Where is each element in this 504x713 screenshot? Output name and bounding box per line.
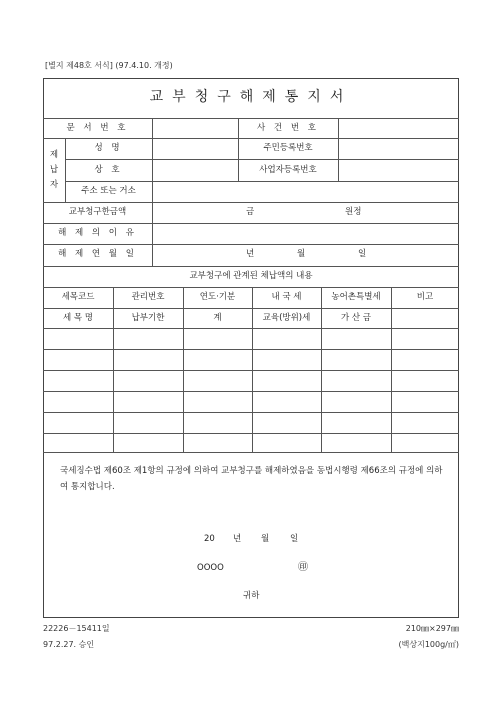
divider	[43, 244, 459, 245]
divider	[43, 118, 459, 119]
divider	[43, 370, 459, 371]
divider	[43, 452, 459, 453]
divider	[43, 391, 459, 392]
divider	[43, 433, 459, 434]
divider	[65, 181, 459, 182]
divider	[391, 287, 392, 452]
form-header: [별지 제48호 서식] (97.4.10. 개정)	[45, 61, 173, 70]
divider	[43, 349, 459, 350]
address-label: 주소 또는 거소	[81, 186, 136, 196]
form-title: 교부청구해제통지서	[149, 89, 353, 105]
name-label: 성 명	[94, 143, 123, 153]
table-header-cell: 세목코드	[61, 292, 95, 302]
table-header-cell: 관리번호	[131, 292, 165, 302]
divider	[43, 138, 459, 139]
table-caption: 교부청구에 관계된 체납액의 내용	[189, 271, 313, 281]
divider	[43, 266, 459, 267]
table-header-cell: 가 산 금	[340, 313, 372, 323]
divider	[338, 118, 339, 181]
notice-text: 국세징수법 제60조 제1항의 규정에 의하여 교부청구를 해제하였음을 동법시행령 제66조의 규정에 의하여 통지합니다.	[60, 466, 443, 492]
divider	[113, 287, 114, 452]
date-label: 해 제 연 월 일	[58, 249, 137, 259]
divider	[252, 287, 253, 452]
approval-date: 97.2.27. 승인	[43, 640, 95, 649]
business-name-label: 상 호	[94, 165, 123, 175]
table-header-cell: 교육(방위)세	[262, 313, 311, 323]
seal-icon: ㊞	[298, 562, 308, 573]
form-number: 22226－15411일	[43, 624, 110, 633]
divider	[43, 412, 459, 413]
recipient-label: 귀하	[243, 591, 260, 601]
signature-month: 월	[261, 534, 270, 544]
divider	[65, 159, 459, 160]
doc-number-label: 문 서 번 호	[66, 123, 129, 133]
divider	[43, 308, 459, 309]
divider	[43, 223, 459, 224]
date-day: 일	[358, 249, 367, 259]
business-number-label: 사업자등록번호	[259, 165, 317, 175]
paper-type: (백상지100g/㎡)	[398, 640, 459, 649]
divider	[183, 287, 184, 452]
reason-label: 해 제 의 이 유	[58, 228, 137, 238]
resident-number-label: 주민등록번호	[263, 143, 313, 153]
case-number-label: 사 건 번 호	[257, 123, 319, 133]
divider	[321, 287, 322, 452]
date-year: 년	[246, 249, 255, 259]
table-header-cell: 내 국 세	[271, 292, 302, 302]
table-header-cell: 납부기한	[131, 313, 165, 323]
date-month: 월	[297, 249, 306, 259]
claim-amount-label: 교부청구한금액	[68, 207, 127, 217]
table-header-cell: 연도·기분	[199, 292, 236, 302]
signature-year: 년	[233, 534, 242, 544]
amount-suffix: 원정	[345, 207, 362, 217]
table-header-cell: 농어촌특별세	[331, 292, 381, 302]
paper-size: 210㎜×297㎜	[405, 624, 459, 633]
table-header-cell: 비고	[416, 292, 434, 302]
official-name: ΟΟΟΟ	[197, 563, 224, 573]
table-header-cell: 계	[213, 313, 222, 323]
divider	[43, 287, 459, 288]
table-header-cell: 세 목 명	[62, 313, 94, 323]
divider	[43, 202, 459, 203]
divider	[43, 328, 459, 329]
amount-unit: 금	[246, 207, 255, 217]
divider	[152, 118, 153, 266]
signature-day: 일	[290, 534, 299, 544]
taxpayer-group-label: 제 납 자	[49, 150, 59, 190]
signature-date-prefix: 20	[204, 534, 215, 544]
